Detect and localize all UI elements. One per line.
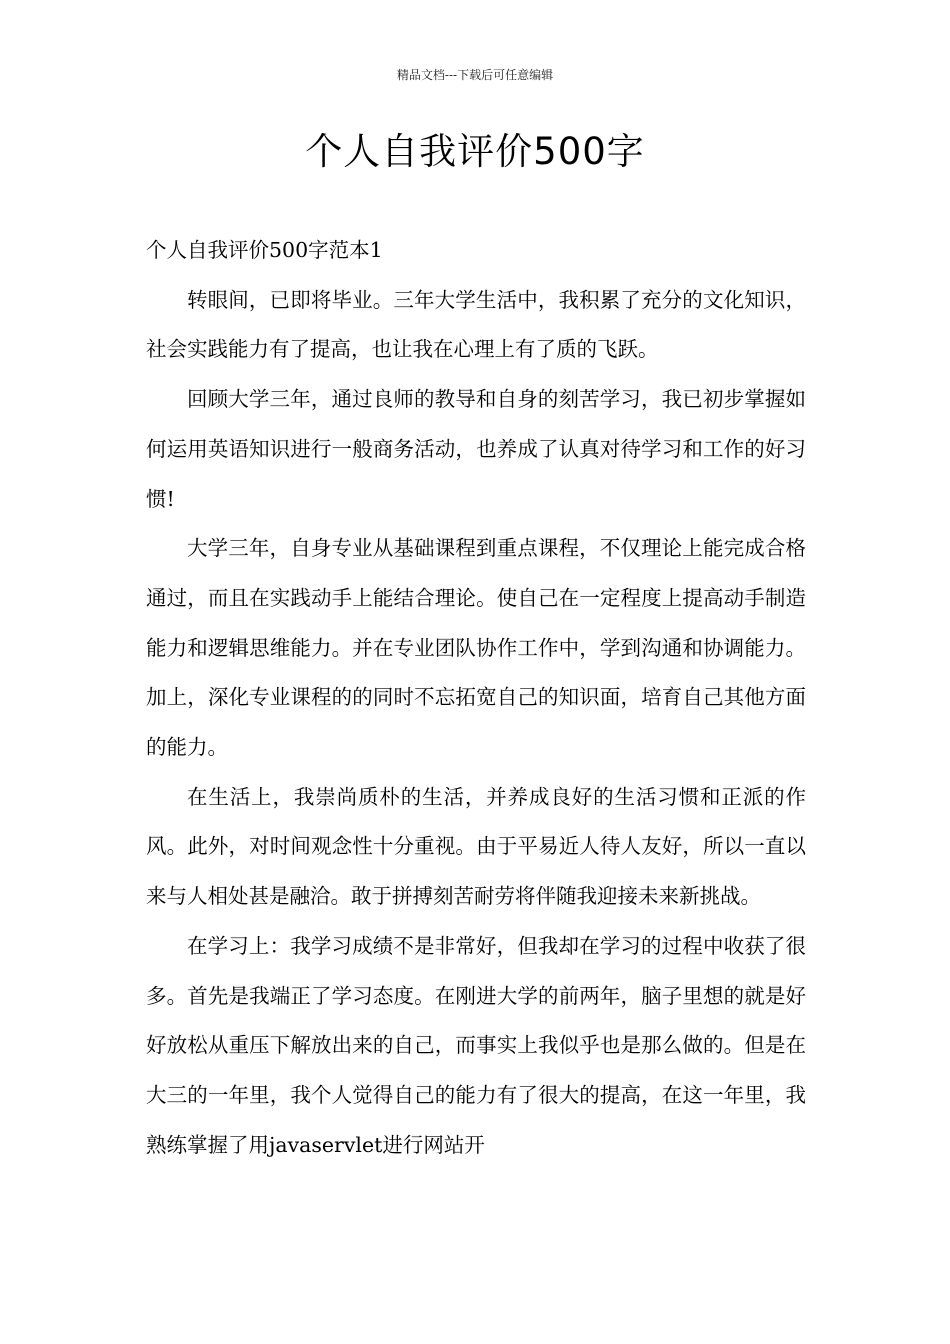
- paragraph-4: 在生活上，我崇尚质朴的生活，并养成良好的生活习惯和正派的作风。此外，对时间观念性十分重视。由于平易近人待人友好，所以一直以来与人相处甚是融洽。敢于拼搏刻苦耐劳将伴随我迎接未来新挑战。: [146, 784, 806, 909]
- paragraph-3: 大学三年，自身专业从基础课程到重点课程，不仅理论上能完成合格通过，而且在实践动手上能结合理论。使自己在一定程度上提高动手制造能力和逻辑思维能力。并在专业团队协作工作中，学到沟通和协调能力。加上，深化专业课程的的同时不忘拓宽自己的知识面，培育自己其他方面的能力。: [146, 536, 806, 760]
- header-note: 精品文档---下载后可任意编辑: [396, 68, 554, 82]
- paragraph-5: 在学习上：我学习成绩不是非常好，但我却在学习的过程中收获了很多。首先是我端正了学习态度。在刚进大学的前两年，脑子里想的就是好好放松从重压下解放出来的自己，而事实上我似乎也是那么做的。但是在大三的一年里，我个人觉得自己的能力有了很大的提高，在这一年里，我熟练掌握了用javaservlet进行网站开: [146, 933, 806, 1157]
- document-title: 个人自我评价500字: [305, 130, 645, 173]
- document-body: [146, 226, 806, 1170]
- section-subtitle: 个人自我评价500字范本1: [146, 238, 383, 262]
- paragraph-2: 回顾大学三年，通过良师的教导和自身的刻苦学习，我已初步掌握如何运用英语知识进行一般商务活动，也养成了认真对待学习和工作的好习惯!: [146, 387, 806, 511]
- paragraph-1: 转眼间，已即将毕业。三年大学生活中，我积累了充分的文化知识，社会实践能力有了提高，也让我在心理上有了质的飞跃。: [146, 287, 806, 362]
